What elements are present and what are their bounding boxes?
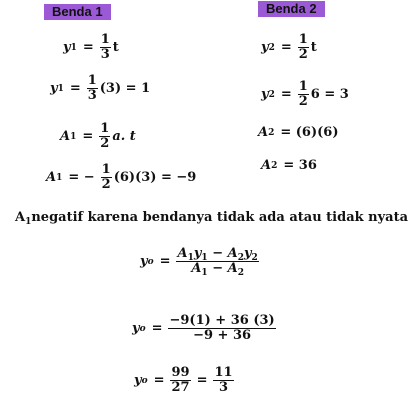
rest: = 36 xyxy=(283,158,317,173)
fraction-denominator: 27 xyxy=(171,380,190,395)
lhs-var: A xyxy=(258,125,269,140)
lhs-var: A xyxy=(261,158,272,173)
note-sub: 1 xyxy=(25,217,32,227)
fraction-numerator: $A_1y_1 - A_2y_2$ xyxy=(177,246,258,263)
note-text: negatif karena bendanya tidak ada atau tidak nyata xyxy=(31,210,409,225)
tail: 6 = 3 xyxy=(310,87,349,102)
tail: (6)(3) = −9 xyxy=(113,170,197,185)
fraction-numerator: −9(1) + 36 (3) xyxy=(169,313,275,328)
lhs-var: A xyxy=(46,170,57,185)
fraction-denominator: 3 xyxy=(100,47,110,62)
fraction-numerator: 1 xyxy=(101,162,111,177)
equals: = xyxy=(280,87,292,102)
right-eq-y2-value: y 2 = $\frac{1}{2}$ 6 = 3 xyxy=(261,79,349,109)
equals: = xyxy=(82,40,94,55)
fraction-denominator: $A_1 - A_2$ xyxy=(191,261,244,278)
equals: = xyxy=(196,373,208,388)
tail: t xyxy=(112,40,119,55)
fraction-numerator: 1 xyxy=(100,121,110,136)
right-eq-y2-t: y 2 = $\frac{1}{2}$ t xyxy=(261,32,317,62)
fraction-numerator: 1 xyxy=(298,32,308,47)
lhs-var: y xyxy=(261,40,269,55)
fraction-11-3 xyxy=(213,366,233,395)
fraction-denominator: 2 xyxy=(100,136,110,151)
left-eq-a1-value: A 1 = − $\frac{1}{2}$ (6)(3) = −9 xyxy=(46,162,197,192)
fraction-numerator: 1 xyxy=(298,79,308,94)
fraction-numerator: 99 xyxy=(171,365,190,380)
left-eq-y1-t: y 1 = $\frac{1}{3}$ t xyxy=(63,32,119,62)
equals: = xyxy=(159,254,171,269)
equals: = xyxy=(151,321,163,336)
right-eq-a2-value: A 2 = 36 xyxy=(261,158,317,173)
header-benda-1: Benda 1 xyxy=(44,4,111,20)
left-eq-y1-value: y 1 = $\frac{1}{3}$ (3) = 1 xyxy=(50,73,151,103)
tail: t xyxy=(310,40,317,55)
fraction xyxy=(176,247,258,276)
fraction xyxy=(100,33,111,62)
note-prefix: A xyxy=(15,210,26,225)
left-eq-a1-formula: A 1 = $\frac{1}{2}$ a. t xyxy=(60,121,136,151)
fraction xyxy=(168,314,275,343)
fraction xyxy=(298,33,309,62)
header-benda-2: Benda 2 xyxy=(258,1,325,17)
fraction xyxy=(101,163,112,192)
equals: = − xyxy=(68,170,95,185)
lhs-var: y xyxy=(261,87,269,102)
equals: = xyxy=(153,373,165,388)
fraction xyxy=(298,80,309,109)
fraction xyxy=(87,74,98,103)
fraction-denominator: 3 xyxy=(219,380,229,395)
centroid-result: y o = $\frac{99}{27}$ = $\frac{11}{3}$ xyxy=(134,365,233,395)
tail: (3) = 1 xyxy=(99,81,151,96)
lhs-var: y xyxy=(134,373,142,388)
centroid-formula: y o = $\frac{A_1y_1 - A_2y_2}{A_1 - A_2}$ xyxy=(140,246,258,278)
negative-area-note xyxy=(15,210,408,225)
equals: = xyxy=(280,40,292,55)
lhs-var: y xyxy=(63,40,71,55)
fraction-denominator: 2 xyxy=(101,177,111,192)
tail: a. t xyxy=(112,129,136,144)
equals: = xyxy=(82,129,94,144)
lhs-var: A xyxy=(60,129,71,144)
fraction-numerator: 1 xyxy=(100,32,110,47)
right-eq-a2-product: A 2 = (6)(6) xyxy=(258,125,339,140)
rest: = (6)(6) xyxy=(280,125,339,140)
fraction-denominator: 3 xyxy=(87,88,97,103)
lhs-var: y xyxy=(132,321,140,336)
centroid-substitution: y o = $\frac{-9(1) + 36 (3)}{-9 + 36}$ xyxy=(132,313,275,343)
fraction xyxy=(99,122,110,151)
fraction-denominator: −9 + 36 xyxy=(193,328,252,343)
fraction-denominator: 2 xyxy=(298,47,308,62)
fraction-numerator: 1 xyxy=(87,73,97,88)
fraction-numerator: 11 xyxy=(214,365,233,380)
equals: = xyxy=(69,81,81,96)
lhs-var: y xyxy=(50,81,58,96)
lhs-var: y xyxy=(140,254,148,269)
fraction-99-27 xyxy=(170,366,190,395)
fraction-denominator: 2 xyxy=(298,94,308,109)
